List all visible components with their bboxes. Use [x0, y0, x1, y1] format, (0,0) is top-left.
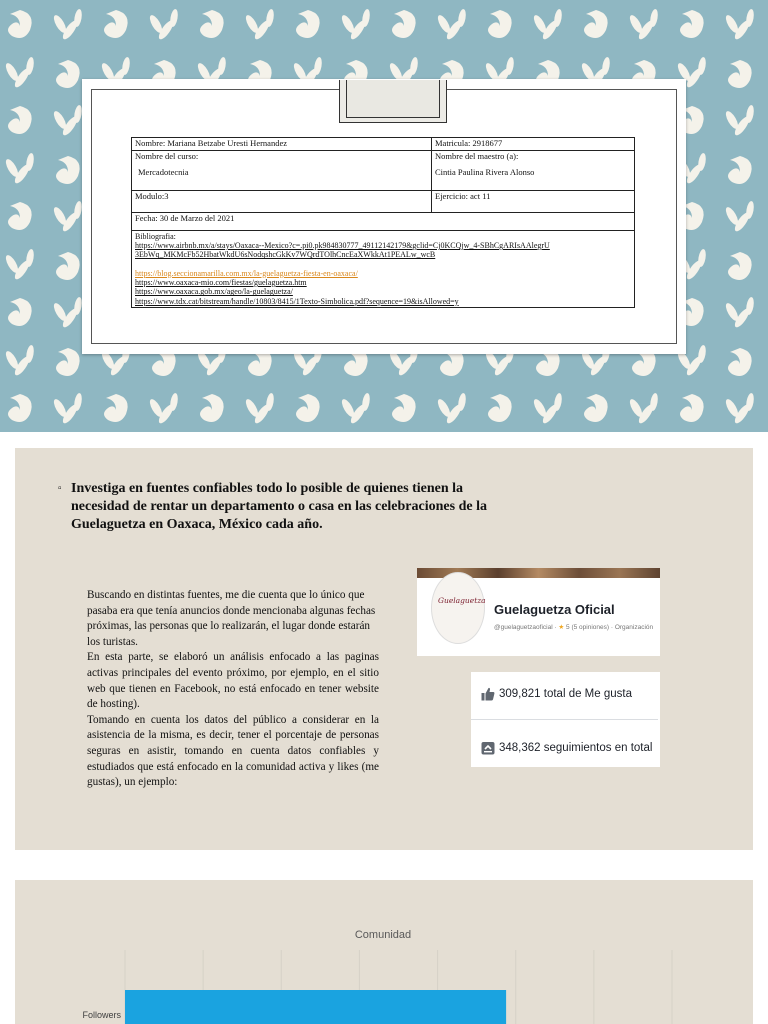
follows-count: 348,362 seguimientos en total: [499, 742, 653, 754]
card-tab-inner: [346, 80, 440, 118]
facebook-stats-panel: [471, 672, 660, 767]
course-cell: [132, 150, 432, 190]
question-body: Investiga en fuentes confiables todo lo posible de quienes tienen la necesidad de rentar un departamento o casa en las celebraciones de la Guelaguetza en Oaxaca, México cada año.: [71, 481, 487, 532]
bibliography-cell: [132, 230, 635, 307]
teacher-label: Nombre del maestro (a):: [435, 150, 519, 161]
bibliography-link-airbnb-cont[interactable]: 3EbWq_MKMcFb52HbatWkdU6sNodqshcGkKv7WQrdTOlhCncEaXWkkAt1PEALw_wcB: [135, 250, 436, 260]
bibliography-link-seccionamarilla[interactable]: https://blog.seccionamarilla.com.mx/la-guelaguetza-fiesta-en-oaxaca/: [135, 268, 358, 278]
likes-count: 309,821 total de Me gusta: [499, 688, 632, 700]
exercise-cell: Ejercicio: act 11: [432, 190, 635, 212]
community-chart-slide: [15, 880, 753, 1024]
facebook-page-name[interactable]: Guelaguetza Oficial: [494, 602, 615, 617]
student-id-cell: Matricula: 2918677: [432, 138, 635, 151]
bullet-icon: ▫: [58, 483, 62, 494]
chart-bars: [125, 990, 506, 1024]
bibliography-label: Bibliografia:: [135, 231, 176, 241]
thumbs-up-icon: [481, 687, 495, 701]
course-name: Mercadotecnia: [138, 166, 189, 177]
info-card: [82, 79, 686, 354]
student-name-cell: Nombre: Mariana Betzabe Uresti Hernandez: [132, 138, 432, 151]
facebook-page-header: [417, 568, 660, 656]
bibliography-link-airbnb[interactable]: https://www.airbnb.mx/a/stays/Oaxaca--Mexico?c=.pi0.pk984830777_49112142179&gclid=Cj0KCQjw_4-SBhCgARIsAAlegrU: [135, 241, 550, 251]
cover-slide: [0, 0, 768, 432]
guelaguetza-logo: [431, 572, 485, 644]
bibliography-link-oaxaca-mio[interactable]: https://www.oaxaca-mio.com/fiestas/guelaguetza.htm: [135, 277, 307, 287]
facebook-page-subtitle: [494, 623, 653, 631]
follow-icon: [481, 741, 495, 755]
analysis-slide: [15, 448, 753, 850]
chart-category-label: Followers: [82, 1010, 121, 1020]
logo-text: Guelaguetza: [438, 596, 486, 605]
date-cell: Fecha: 30 de Marzo del 2021: [132, 212, 635, 230]
facebook-rating: 5 (5 opiniones) · Organización: [564, 624, 654, 631]
teacher-name: Cintia Paulina Rivera Alonso: [435, 166, 535, 177]
card-tab: [339, 80, 447, 123]
community-chart: [15, 880, 753, 1024]
star-icon: ★: [558, 624, 565, 631]
question-text: [58, 480, 511, 534]
chart-title: Comunidad: [354, 929, 412, 941]
module-cell: Modulo:3: [132, 190, 432, 212]
chart-category-labels: [82, 1010, 121, 1020]
paragraph-analysis: En esta parte, se elaboró un análisis enfocado a las paginas activas principales del evento próximo, por ejemplo, en el sitio web que tienen en Facebook, no está enfocado en tener website de hosting).: [87, 651, 379, 711]
analysis-text: [87, 588, 379, 791]
paragraph-intro: Buscando en distintas fuentes, me die cuenta que lo único que pasaba era que tenía anuncios donde mencionaba algunas fechas próximas, las personas que lo realizarán, el lugar donde estarán los turistas.: [87, 589, 376, 648]
likes-stat: [481, 684, 632, 704]
bibliography-link-tdx[interactable]: https://www.tdx.cat/bitstream/handle/10803/8415/1Texto-Simbolica.pdf?sequence=19&isAllowed=y: [135, 296, 459, 306]
teacher-cell: [432, 150, 635, 190]
paragraph-audience: Tomando en cuenta los datos del público a considerar en la asistencia de la misma, es decir, tener el porcentaje de personas seguras en asistir, tomando en cuenta datos confiables y estudiados que está enfocado en la comunidad activa y likes (me gustas), un ejemplo:: [87, 713, 379, 789]
bibliography-link-oaxaca-gob[interactable]: https://www.oaxaca.gob.mx/ageo/la-guelaguetza/: [135, 287, 293, 297]
course-label: Nombre del curso:: [135, 150, 199, 161]
chart-bar-followers: [125, 990, 506, 1024]
stats-divider: [471, 719, 658, 720]
card-frame: [91, 89, 677, 344]
student-info-table: [131, 137, 635, 308]
facebook-handle: @guelaguetzaoficial ·: [494, 624, 559, 631]
follows-stat: [481, 738, 652, 758]
